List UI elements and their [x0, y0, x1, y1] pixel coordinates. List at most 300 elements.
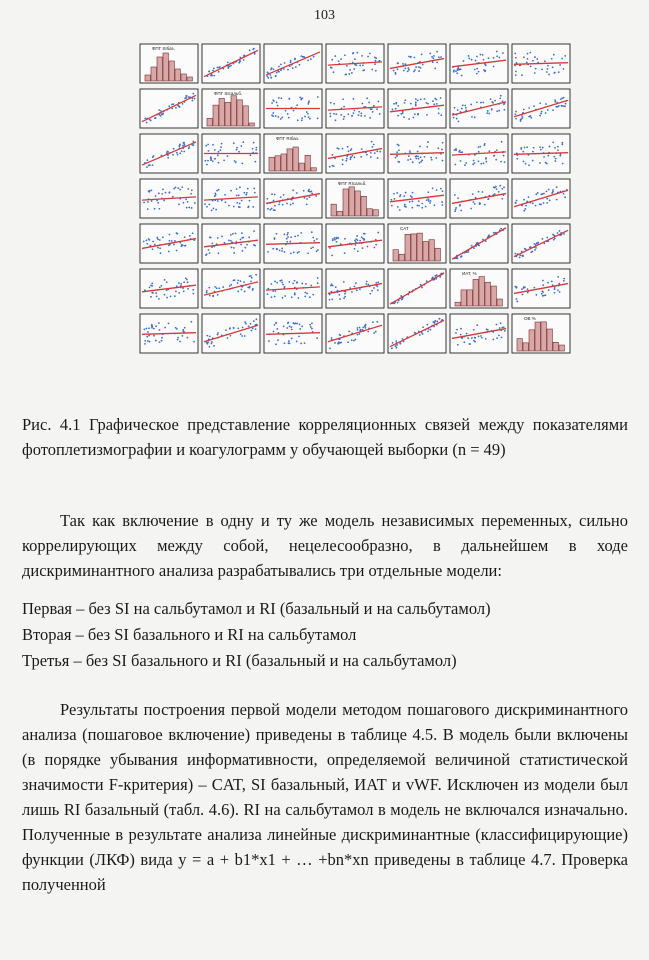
scatter-point — [397, 144, 399, 146]
scatter-point — [185, 277, 187, 279]
scatter-point — [146, 336, 148, 338]
scatter-point — [438, 108, 440, 110]
scatter-point — [276, 282, 278, 284]
scatter-point — [535, 247, 537, 249]
scatter-point — [366, 154, 368, 156]
scatter-point — [474, 337, 476, 339]
scatter-point — [255, 328, 257, 330]
histogram-bar — [497, 299, 502, 306]
scatter-cell — [512, 224, 570, 263]
scatter-point — [308, 190, 310, 192]
scatter-point — [431, 56, 433, 58]
scatter-point — [453, 117, 455, 119]
scatter-point — [213, 67, 215, 69]
histogram-bar — [355, 191, 360, 216]
scatter-point — [191, 189, 193, 191]
scatter-point — [344, 252, 346, 254]
scatter-point — [398, 161, 400, 163]
scatter-point — [496, 324, 498, 326]
scatter-point — [459, 204, 461, 206]
scatter-point — [516, 200, 518, 202]
scatter-point — [543, 295, 545, 297]
scatter-point — [555, 106, 557, 108]
scatter-point — [359, 288, 361, 290]
scatter-point — [317, 118, 319, 120]
scatter-point — [253, 244, 255, 246]
scatter-point — [244, 291, 246, 293]
scatter-point — [432, 187, 434, 189]
scatter-point — [343, 106, 345, 108]
scatter-point — [162, 236, 164, 238]
scatter-point — [557, 146, 559, 148]
scatter-point — [482, 54, 484, 56]
scatter-point — [362, 247, 364, 249]
scatter-point — [254, 161, 256, 163]
scatter-point — [516, 301, 518, 303]
scatter-point — [370, 156, 372, 158]
scatter-point — [420, 99, 422, 101]
scatter-point — [332, 165, 334, 167]
scatter-point — [228, 67, 230, 69]
scatter-point — [151, 282, 153, 284]
scatter-point — [542, 284, 544, 286]
histogram-bar — [269, 157, 274, 171]
histogram-bar — [331, 204, 336, 216]
scatter-cell — [202, 314, 260, 353]
scatter-point — [397, 68, 399, 70]
scatter-cell — [512, 179, 570, 218]
histogram-bar — [299, 163, 304, 171]
scatter-point — [527, 58, 529, 60]
scatter-point — [355, 282, 357, 284]
scatter-point — [371, 69, 373, 71]
scatter-point — [304, 292, 306, 294]
scatter-point — [290, 252, 292, 254]
scatter-point — [299, 328, 301, 330]
scatter-point — [396, 344, 398, 346]
scatter-point — [232, 233, 234, 235]
scatter-cell — [388, 44, 446, 83]
scatter-point — [348, 331, 350, 333]
scatter-point — [542, 193, 544, 195]
scatter-point — [560, 98, 562, 100]
scatter-point — [159, 247, 161, 249]
scatter-point — [346, 65, 348, 67]
scatter-point — [499, 185, 501, 187]
scatter-point — [536, 58, 538, 60]
scatter-point — [344, 238, 346, 240]
scatter-point — [176, 250, 178, 252]
scatter-point — [217, 155, 219, 157]
scatter-cell — [388, 269, 446, 308]
scatter-point — [484, 70, 486, 72]
scatter-point — [148, 327, 150, 329]
scatter-point — [225, 329, 227, 331]
model-item-third: Третья – без SI базального и RI (базальный и на сальбутамол) — [22, 651, 457, 670]
scatter-point — [546, 237, 548, 239]
scatter-point — [152, 164, 154, 166]
scatter-point — [309, 196, 311, 198]
scatter-point — [375, 331, 377, 333]
scatter-point — [498, 57, 500, 59]
scatter-point — [472, 193, 474, 195]
scatter-point — [375, 244, 377, 246]
scatter-point — [515, 57, 517, 59]
scatter-point — [474, 162, 476, 164]
scatter-point — [405, 192, 407, 194]
scatter-point — [478, 336, 480, 338]
scatter-point — [480, 54, 482, 56]
scatter-cell — [388, 179, 446, 218]
scatter-point — [228, 205, 230, 207]
histogram-cell — [450, 269, 508, 308]
scatter-point — [157, 202, 159, 204]
histogram-bar — [281, 154, 286, 171]
scatter-point — [453, 71, 455, 73]
scatter-point — [533, 287, 535, 289]
scatter-cell — [264, 44, 322, 83]
scatter-point — [395, 108, 397, 110]
scatter-point — [155, 292, 157, 294]
scatter-point — [562, 163, 564, 165]
scatter-point — [173, 244, 175, 246]
scatter-point — [442, 142, 444, 144]
scatter-point — [311, 328, 313, 330]
scatter-point — [483, 162, 485, 164]
scatter-point — [146, 122, 148, 124]
scatter-point — [143, 241, 145, 243]
scatter-point — [311, 231, 313, 233]
scatter-point — [553, 239, 555, 241]
scatter-point — [557, 149, 559, 151]
scatter-point — [212, 70, 214, 72]
scatter-point — [354, 58, 356, 60]
scatter-point — [414, 69, 416, 71]
scatter-point — [498, 335, 500, 337]
scatter-point — [282, 284, 284, 286]
scatter-point — [530, 117, 532, 119]
scatter-point — [549, 146, 551, 148]
scatter-point — [395, 157, 397, 159]
histogram-bar — [207, 118, 212, 126]
scatter-point — [479, 202, 481, 204]
scatter-point — [168, 322, 170, 324]
scatter-point — [558, 71, 560, 73]
scatter-point — [454, 107, 456, 109]
scatter-point — [440, 114, 442, 116]
scatter-point — [182, 329, 184, 331]
scatter-point — [546, 202, 548, 204]
scatter-point — [432, 61, 434, 63]
variable-label: ФПГ RIбаз. — [276, 136, 300, 141]
scatter-point — [396, 192, 398, 194]
scatter-point — [329, 166, 331, 168]
scatter-point — [240, 244, 242, 246]
scatter-point — [217, 237, 219, 239]
scatter-point — [498, 191, 500, 193]
scatter-point — [180, 283, 182, 285]
scatter-point — [224, 194, 226, 196]
scatter-point — [540, 113, 542, 115]
scatter-point — [456, 118, 458, 120]
scatter-cell — [326, 44, 384, 83]
scatter-point — [411, 207, 413, 209]
scatter-point — [158, 192, 160, 194]
scatter-point — [438, 56, 440, 58]
scatter-point — [255, 318, 257, 320]
scatter-point — [160, 252, 162, 254]
scatter-point — [274, 290, 276, 292]
scatter-point — [486, 328, 488, 330]
scatter-point — [287, 322, 289, 324]
scatter-point — [269, 209, 271, 211]
scatter-point — [429, 329, 431, 331]
scatter-point — [367, 56, 369, 58]
scatter-point — [184, 327, 186, 329]
scatter-point — [187, 281, 189, 283]
scatter-point — [523, 161, 525, 163]
scatter-point — [188, 146, 190, 148]
scatter-point — [274, 209, 276, 211]
scatter-cell — [264, 89, 322, 128]
scatter-point — [282, 297, 284, 299]
scatter-point — [373, 144, 375, 146]
scatter-point — [417, 99, 419, 101]
scatter-point — [213, 75, 215, 77]
scatter-point — [355, 238, 357, 240]
scatter-point — [408, 56, 410, 58]
scatter-point — [272, 248, 274, 250]
scatter-point — [392, 342, 394, 344]
scatter-point — [434, 204, 436, 206]
scatter-point — [306, 203, 308, 205]
scatter-point — [545, 103, 547, 105]
scatter-point — [554, 288, 556, 290]
scatter-point — [348, 73, 350, 75]
scatter-point — [563, 233, 565, 235]
scatter-point — [420, 67, 422, 69]
variable-label: ФПГ SIбаз. — [152, 46, 175, 51]
scatter-point — [436, 103, 438, 105]
scatter-point — [230, 335, 232, 337]
scatter-point — [178, 145, 180, 147]
scatter-point — [249, 49, 251, 51]
scatter-point — [353, 98, 355, 100]
scatter-point — [548, 189, 550, 191]
scatter-point — [336, 147, 338, 149]
scatter-point — [216, 287, 218, 289]
scatter-point — [333, 113, 335, 115]
scatter-point — [461, 108, 463, 110]
scatter-point — [479, 146, 481, 148]
scatter-point — [528, 196, 530, 198]
scatter-point — [306, 111, 308, 113]
scatter-point — [558, 105, 560, 107]
scatter-point — [554, 72, 556, 74]
scatter-point — [167, 151, 169, 153]
scatter-point — [240, 333, 242, 335]
scatter-point — [515, 74, 517, 76]
scatter-point — [175, 327, 177, 329]
scatter-point — [207, 160, 209, 162]
scatter-point — [276, 72, 278, 74]
scatter-point — [317, 96, 319, 98]
scatter-point — [227, 62, 229, 64]
scatter-point — [504, 330, 506, 332]
scatter-point — [468, 55, 470, 57]
scatter-point — [233, 252, 235, 254]
scatter-point — [181, 245, 183, 247]
scatter-point — [146, 243, 148, 245]
variable-label: ФПГ SIсальб. — [214, 91, 243, 96]
scatter-cell — [264, 224, 322, 263]
scatter-point — [421, 207, 423, 209]
scatter-point — [245, 194, 247, 196]
scatter-point — [241, 289, 243, 291]
scatter-point — [231, 247, 233, 249]
scatter-point — [473, 160, 475, 162]
scatter-cell — [450, 134, 508, 173]
scatter-cell — [388, 134, 446, 173]
scatter-point — [206, 335, 208, 337]
scatter-point — [351, 115, 353, 117]
scatter-point — [273, 68, 275, 70]
scatter-point — [217, 294, 219, 296]
scatter-point — [312, 294, 314, 296]
scatter-point — [396, 151, 398, 153]
scatter-point — [440, 97, 442, 99]
scatter-point — [532, 202, 534, 204]
scatter-point — [218, 71, 220, 73]
scatter-point — [171, 240, 173, 242]
histogram-cell — [202, 89, 260, 128]
scatter-point — [373, 332, 375, 334]
scatter-point — [352, 52, 354, 54]
scatter-point — [190, 321, 192, 323]
scatter-point — [390, 199, 392, 201]
scatter-point — [176, 152, 178, 154]
scatter-point — [562, 68, 564, 70]
scatter-point — [288, 342, 290, 344]
scatter-point — [462, 104, 464, 106]
scatterplot-matrix-figure — [85, 40, 575, 410]
scatter-point — [237, 291, 239, 293]
scatter-point — [499, 97, 501, 99]
scatter-point — [463, 341, 465, 343]
scatter-point — [414, 113, 416, 115]
scatter-point — [483, 59, 485, 61]
histogram-bar — [405, 234, 410, 261]
scatter-point — [464, 105, 466, 107]
scatter-point — [192, 93, 194, 95]
scatter-point — [534, 72, 536, 74]
scatter-point — [362, 327, 364, 329]
scatter-point — [364, 233, 366, 235]
scatter-point — [378, 101, 380, 103]
histogram-cell — [512, 314, 570, 353]
scatter-point — [158, 208, 160, 210]
scatter-point — [223, 160, 225, 162]
scatter-point — [523, 56, 525, 58]
scatter-cell — [264, 314, 322, 353]
scatter-point — [459, 150, 461, 152]
scatter-point — [343, 281, 345, 283]
scatter-point — [460, 160, 462, 162]
scatter-point — [524, 147, 526, 149]
scatter-point — [316, 337, 318, 339]
scatter-point — [533, 105, 535, 107]
histogram-bar — [181, 74, 186, 81]
scatter-point — [299, 64, 301, 66]
histogram-bar — [213, 105, 218, 126]
scatter-point — [533, 147, 535, 149]
scatter-point — [267, 288, 269, 290]
scatter-point — [288, 98, 290, 100]
scatter-point — [168, 192, 170, 194]
scatter-point — [267, 293, 269, 295]
scatter-point — [375, 282, 377, 284]
scatter-point — [353, 68, 355, 70]
scatter-point — [183, 202, 185, 204]
scatter-point — [335, 119, 337, 121]
scatter-point — [478, 160, 480, 162]
scatter-point — [407, 67, 409, 69]
scatter-point — [213, 208, 215, 210]
scatter-point — [286, 234, 288, 236]
scatter-point — [516, 62, 518, 64]
scatter-cell — [326, 269, 384, 308]
scatter-point — [153, 328, 155, 330]
scatter-point — [536, 242, 538, 244]
scatter-point — [377, 281, 379, 283]
scatter-point — [280, 63, 282, 65]
scatter-point — [425, 206, 427, 208]
scatter-point — [467, 337, 469, 339]
scatter-point — [205, 254, 207, 256]
scatter-point — [461, 75, 463, 77]
scatter-point — [456, 72, 458, 74]
scatter-point — [428, 200, 430, 202]
scatter-point — [294, 235, 296, 237]
scatter-point — [146, 159, 148, 161]
scatter-point — [214, 158, 216, 160]
histogram-bar — [435, 248, 440, 261]
scatter-point — [404, 204, 406, 206]
scatter-point — [541, 69, 543, 71]
scatter-point — [174, 295, 176, 297]
scatter-point — [345, 160, 347, 162]
scatter-cell — [202, 134, 260, 173]
scatter-point — [168, 251, 170, 253]
scatter-point — [276, 248, 278, 250]
scatter-point — [436, 189, 438, 191]
scatter-point — [362, 238, 364, 240]
scatter-point — [275, 322, 277, 324]
scatter-point — [500, 228, 502, 230]
scatter-point — [286, 203, 288, 205]
scatter-point — [334, 55, 336, 57]
scatter-point — [482, 102, 484, 104]
scatter-point — [307, 252, 309, 254]
scatter-point — [440, 188, 442, 190]
scatter-point — [474, 116, 476, 118]
scatter-cell — [512, 269, 570, 308]
scatter-point — [561, 144, 563, 146]
scatter-point — [299, 324, 301, 326]
scatter-point — [249, 200, 251, 202]
scatter-point — [160, 285, 162, 287]
scatter-point — [514, 286, 516, 288]
